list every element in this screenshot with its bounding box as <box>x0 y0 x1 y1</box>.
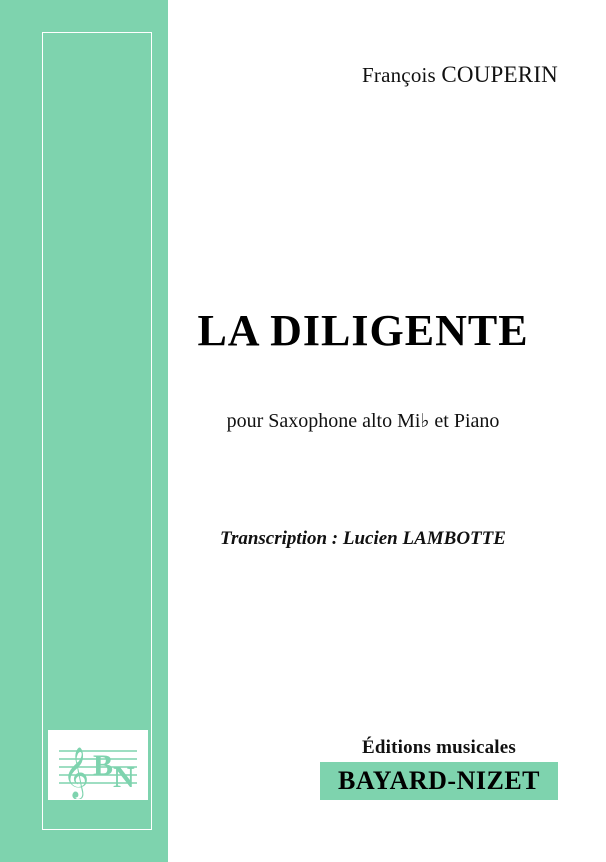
composer-last-name: COUPERIN <box>441 62 558 87</box>
treble-clef-icon <box>49 731 147 799</box>
publisher-block <box>320 737 558 800</box>
subtitle-text-after: et Piano <box>429 410 500 432</box>
publisher-name: BAYARD-NIZET <box>320 762 558 800</box>
svg-text:B: B <box>93 749 114 782</box>
flat-symbol: ♭ <box>420 411 430 432</box>
composer-first-name: François <box>362 63 436 87</box>
band-inner-frame <box>42 32 152 830</box>
instrumentation-subtitle <box>168 410 558 433</box>
publisher-logo <box>48 730 148 800</box>
page-title: LA DILIGENTE <box>197 306 529 355</box>
subtitle-text-before: pour Saxophone alto Mi <box>226 410 421 432</box>
svg-text:N: N <box>113 761 135 794</box>
svg-text:𝄞: 𝄞 <box>63 747 90 798</box>
cover-content <box>168 0 606 862</box>
composer-name <box>362 62 558 88</box>
publisher-label: Éditions musicales <box>361 736 517 758</box>
transcription-credit: Transcription : Lucien LAMBOTTE <box>220 528 506 549</box>
